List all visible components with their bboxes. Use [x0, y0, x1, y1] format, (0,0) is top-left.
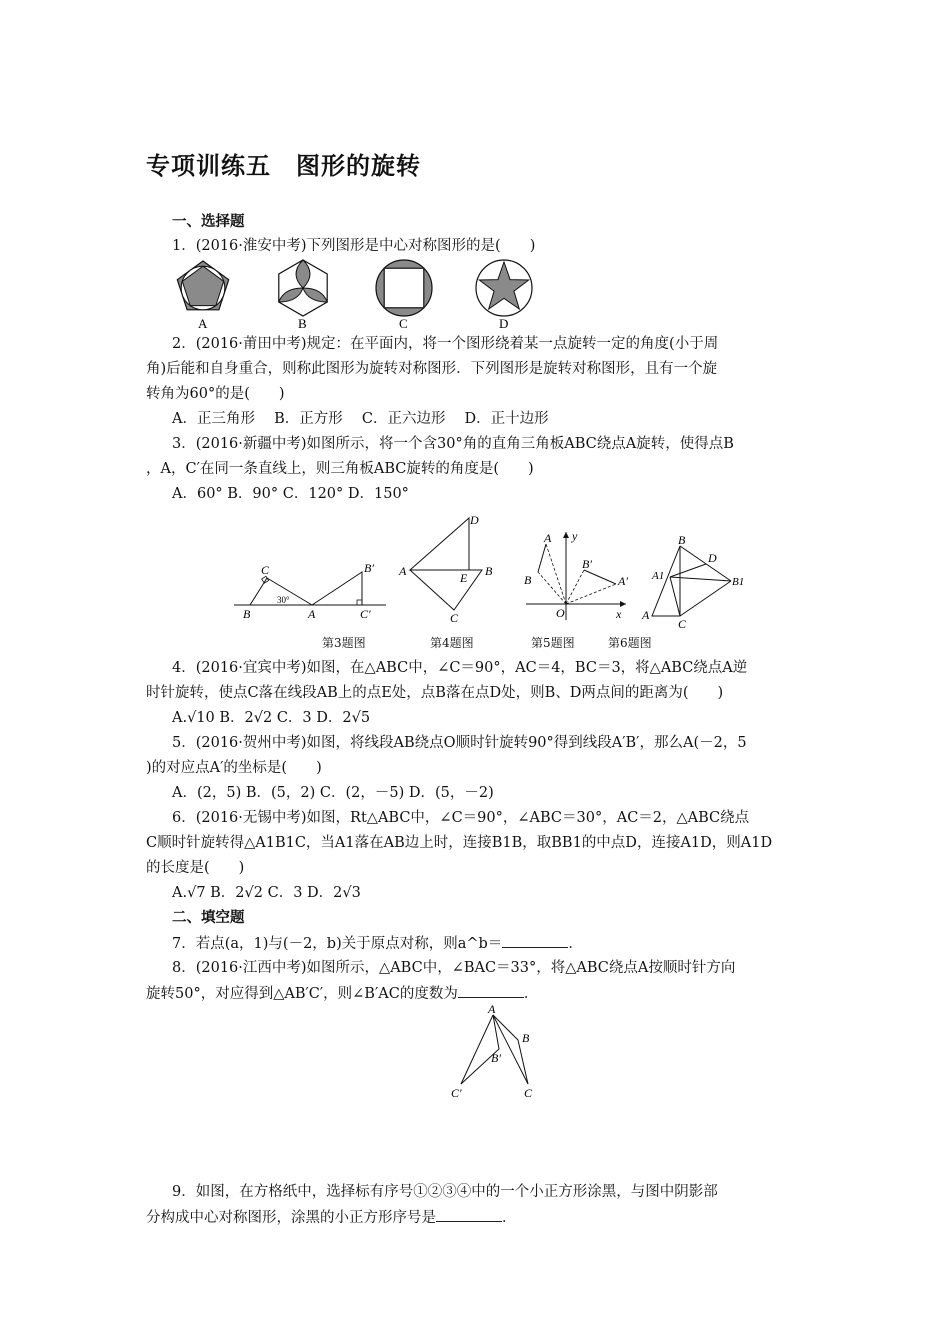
fig6-label-a1: A1	[652, 570, 665, 582]
q1-option-figures	[170, 258, 540, 334]
q2-options: A．正三角形 B．正方形 C．正六边形 D．正十边形	[172, 411, 549, 427]
q4-options: A.√10 B．2√2 C．3 D．2√5	[172, 710, 371, 726]
q3-line2: ，A，C′在同一条直线上，则三角板ABC旋转的角度是( )	[146, 461, 534, 477]
q5-options: A．(2，5) B．(5，2) C．(2，－5) D．(5，－2)	[172, 785, 494, 801]
q6-line3: 的长度是( )	[146, 860, 245, 876]
q8-line2: 旋转50°，对应得到△AB′C′，则∠B′AC的度数为	[146, 986, 458, 1002]
q7-text: 7．若点(a，1)与(－2，b)关于原点对称，则a^b＝	[172, 936, 503, 952]
q5-line1: 5．(2016·贺州中考)如图，将线段AB绕点O顺时针旋转90°得到线段A′B′，那么A(－2，5	[172, 735, 747, 751]
figure-3	[230, 558, 390, 628]
q7-answer-blank[interactable]	[502, 933, 568, 948]
q5-line2: )的对应点A′的坐标是( )	[146, 760, 322, 776]
fig6-label-c: C	[678, 617, 687, 631]
fig4-label-d: D	[470, 513, 479, 527]
q6-line2: C顺时针旋转得△A1B1C，当A1落在AB边上时，连接B1B，取BB1的中点D，连接A1D，则A1D	[146, 835, 773, 851]
figure-6	[640, 533, 752, 631]
q1-figure-c	[376, 260, 432, 316]
q9-line2-wrap	[146, 1207, 517, 1228]
section-fill-heading: 二、填空题	[172, 910, 245, 926]
fig3-label-b-prime: B′	[364, 561, 374, 575]
fig5-label-a-prime: A′	[618, 574, 628, 588]
figure-4-caption: 第4题图	[430, 636, 474, 650]
fig6-label-d: D	[708, 551, 717, 565]
q4-line1: 4．(2016·宜宾中考)如图，在△ABC中，∠C＝90°，AC＝4，BC＝3，将△ABC绕点A逆	[172, 660, 748, 676]
q1-figure-b	[279, 260, 327, 316]
fig5-label-y: y	[572, 529, 578, 543]
q2-line1: 2．(2016·莆田中考)规定：在平面内，将一个图形绕着某一点旋转一定的角度(小于周	[172, 336, 719, 352]
fig5-label-o: O	[556, 606, 565, 620]
q6-line1: 6．(2016·无锡中考)如图，Rt△ABC中，∠C＝90°，∠ABC＝30°，AC＝2，△ABC绕点	[172, 810, 750, 826]
q1-figure-a	[177, 261, 228, 310]
q2-line2: 角)后能和自身重合，则称此图形为旋转对称图形．下列图形是旋转对称图形，且有一个旋	[146, 361, 718, 377]
fig3-label-angle: 30°	[277, 595, 290, 605]
fig3-label-a: A	[308, 607, 316, 621]
q1-option-c: C	[399, 316, 408, 331]
figure-6-caption: 第6题图	[608, 636, 652, 650]
q4-line2: 时针旋转，使点C落在线段AB上的点E处，点B落在点D处，则B、D两点间的距离为( )	[146, 685, 724, 701]
fig8-label-a: A	[488, 1002, 496, 1016]
fig8-label-c-prime: C′	[451, 1086, 462, 1100]
q1-option-a: A	[198, 316, 208, 331]
q2-line3: 转角为60°的是( )	[146, 386, 285, 402]
fig3-label-b: B	[243, 607, 251, 621]
figure-5	[520, 528, 632, 623]
q8-line1: 8．(2016·江西中考)如图所示，△ABC中，∠BAC＝33°，将△ABC绕点A按顺时针方向	[172, 960, 736, 976]
fig3-label-c-prime: C′	[360, 607, 371, 621]
fig5-label-a: A	[544, 531, 552, 545]
fig4-label-e: E	[460, 571, 468, 585]
fig8-label-b: B	[522, 1031, 530, 1045]
fig4-label-c: C	[450, 611, 459, 625]
fig8-label-c: C	[524, 1086, 533, 1100]
q6-options: A.√7 B．2√2 C．3 D．2√3	[172, 885, 361, 901]
fig6-label-b: B	[678, 533, 686, 547]
fig5-label-b-prime: B′	[582, 557, 592, 571]
page-title: 专项训练五 图形的旋转	[146, 152, 421, 180]
figure-8	[444, 1002, 544, 1102]
q1-figure-d	[476, 260, 532, 316]
q7-end: ．	[568, 936, 583, 952]
fig3-label-c: C	[261, 563, 270, 577]
fig4-label-a: A	[399, 564, 407, 578]
q1-text: 1．(2016·淮安中考)下列图形是中心对称图形的是( )	[172, 238, 536, 254]
figure-5-caption: 第5题图	[531, 636, 575, 650]
q3-line1: 3．(2016·新疆中考)如图所示，将一个含30°角的直角三角板ABC绕点A旋转，使得点B	[172, 436, 734, 452]
section-choice-heading: 一、选择题	[172, 214, 245, 230]
fig5-label-b: B	[524, 573, 532, 587]
q8-line2-wrap	[146, 983, 538, 1004]
figure-3-caption: 第3题图	[322, 636, 366, 650]
fig6-label-b1: B1	[732, 576, 745, 588]
q8-end: ．	[523, 986, 539, 1002]
q9-answer-blank[interactable]	[436, 1207, 502, 1222]
fig6-label-a: A	[642, 608, 650, 622]
fig8-label-b-prime: B′	[491, 1051, 501, 1065]
q9-end: ．	[502, 1210, 517, 1226]
q8-answer-blank[interactable]	[458, 983, 524, 998]
fig5-label-x: x	[616, 607, 622, 621]
fig4-label-b: B	[485, 564, 493, 578]
figure-4	[396, 510, 506, 625]
q9-line1: 9．如图，在方格纸中，选择标有序号①②③④中的一个小正方形涂黑，与图中阴影部	[172, 1184, 718, 1200]
q9-line2: 分构成中心对称图形，涂黑的小正方形序号是	[146, 1210, 436, 1226]
q1-option-d: D	[499, 316, 509, 331]
q1-option-b: B	[298, 316, 307, 331]
q3-options: A．60° B．90° C．120° D．150°	[172, 486, 409, 502]
q7-line	[172, 933, 583, 954]
